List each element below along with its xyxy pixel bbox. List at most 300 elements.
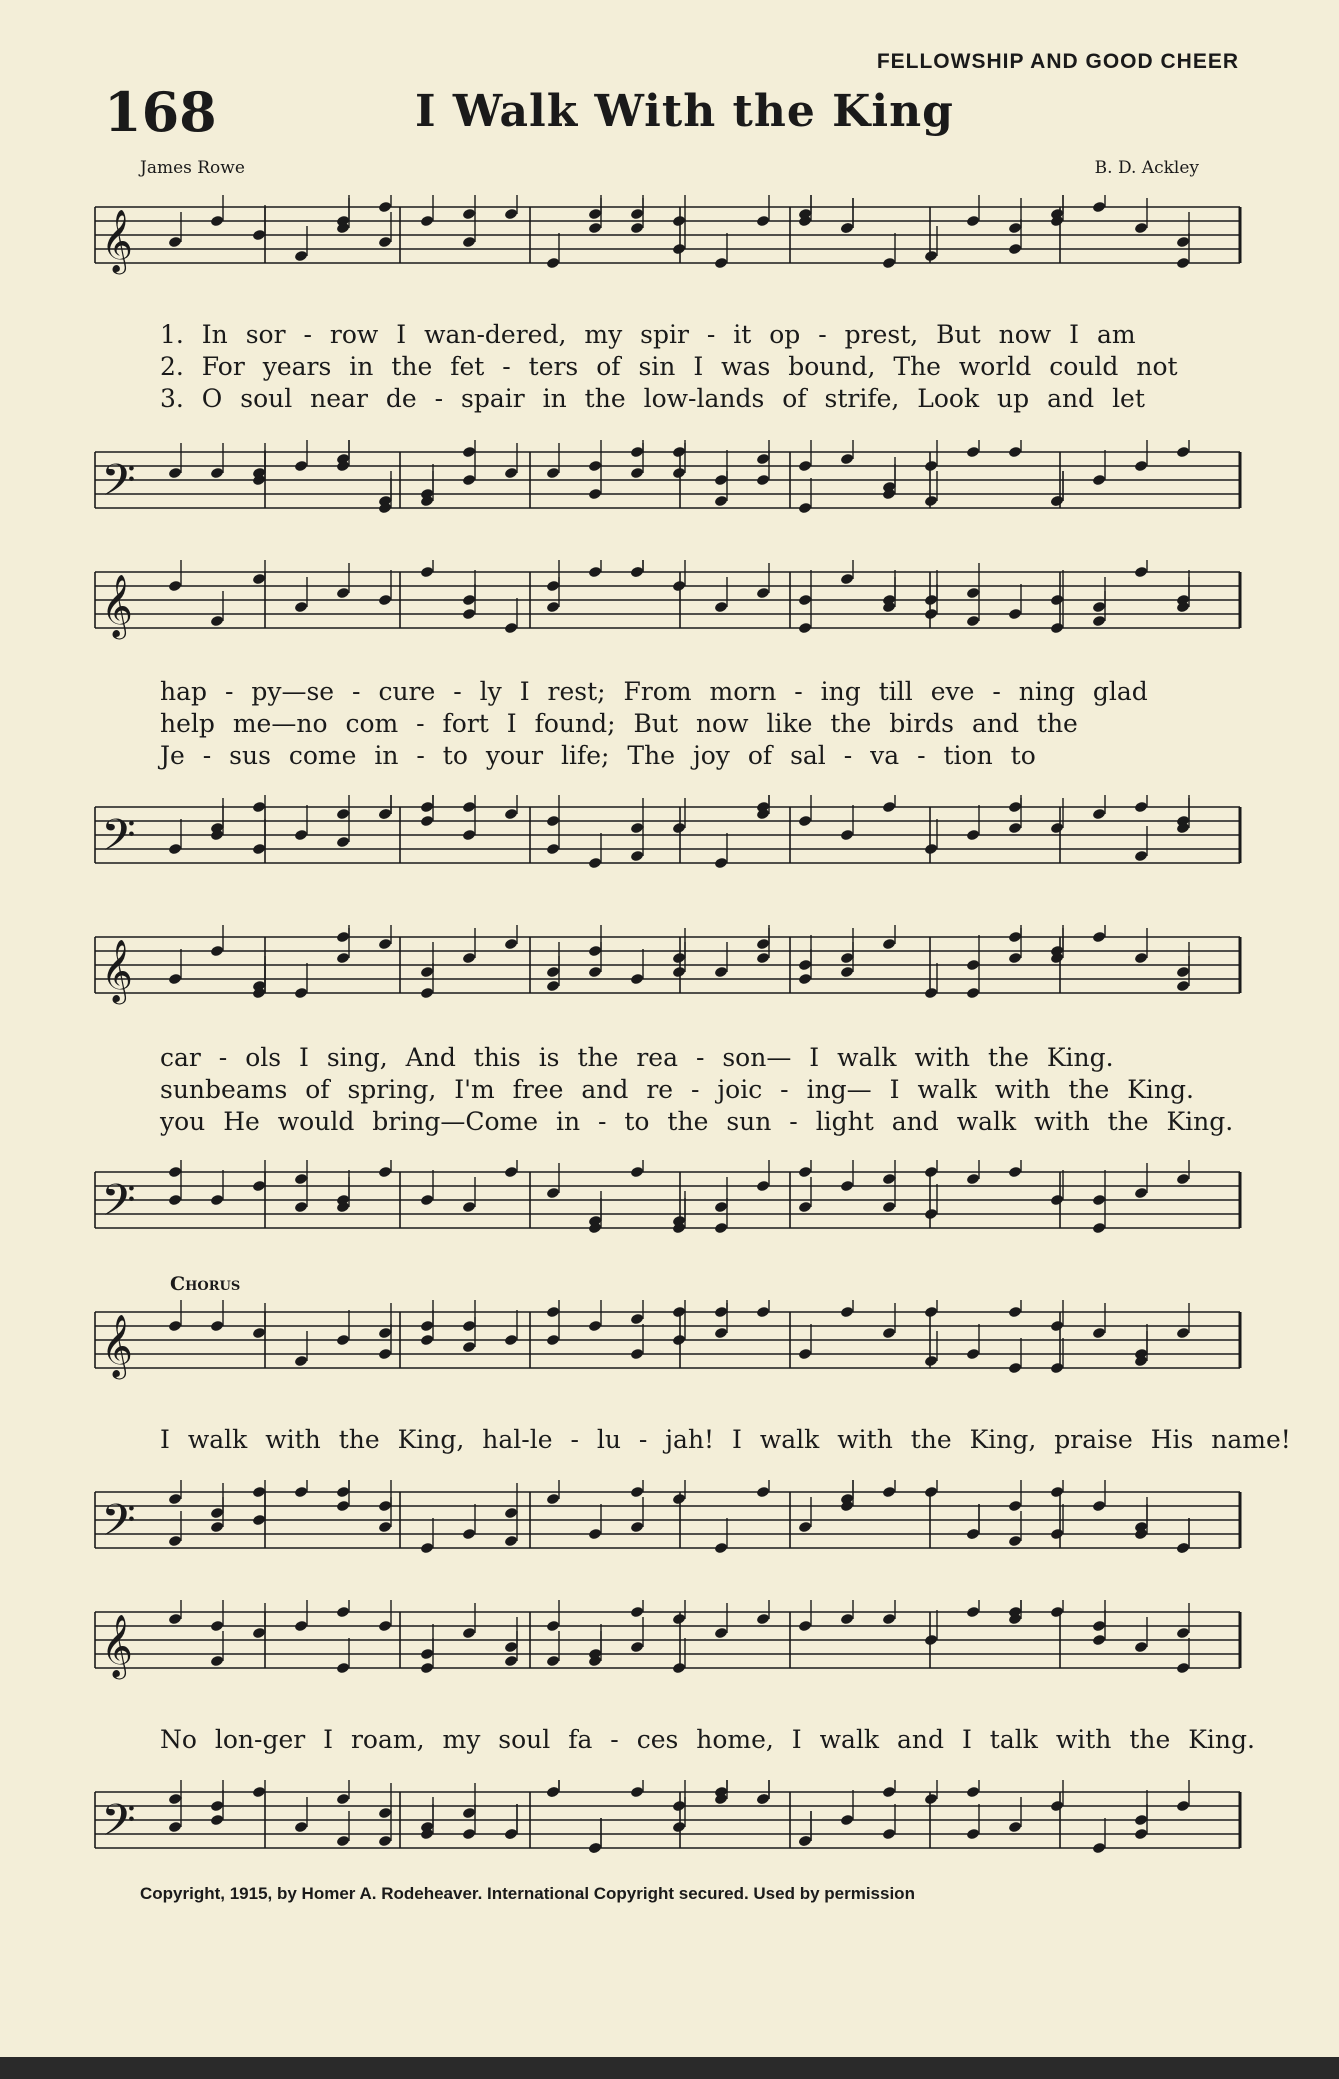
lyric-line: Je - sus come in - to your life; The joy of sal - va - tion to [160, 741, 1036, 770]
notehead [882, 257, 896, 270]
notehead [630, 1348, 644, 1361]
notehead [882, 1173, 896, 1186]
notehead [1176, 1327, 1190, 1340]
lyric-line: No lon-ger I roam, my soul fa - ces home, I walk and I talk with the King. [160, 1725, 1255, 1754]
notehead [630, 850, 644, 863]
notehead [420, 1662, 434, 1675]
notehead [336, 587, 350, 600]
lyric-line: you He would bring—Come in - to the sun - light and walk with the King. [160, 1107, 1234, 1136]
bass-clef-icon: 𝄢 [101, 809, 136, 872]
notehead [924, 1793, 938, 1806]
notehead [1092, 1222, 1106, 1235]
notehead [252, 1327, 266, 1340]
notehead [336, 1662, 350, 1675]
notehead [420, 1194, 434, 1207]
notehead [1050, 1320, 1064, 1333]
notehead [756, 1613, 770, 1626]
notehead [1050, 1606, 1064, 1619]
lyric-line: 2. For years in the fet - ters of sin I was bound, The world could not [160, 352, 1178, 381]
notehead [1050, 1528, 1064, 1541]
notehead [630, 208, 644, 221]
notehead [882, 1613, 896, 1626]
notehead [672, 1800, 686, 1813]
notehead [714, 966, 728, 979]
notehead [1092, 931, 1106, 944]
notehead [168, 1166, 182, 1179]
notehead [546, 980, 560, 993]
notehead [252, 801, 266, 814]
notehead [462, 1341, 476, 1354]
notehead [336, 1500, 350, 1513]
notehead [210, 1194, 224, 1207]
notehead [924, 1355, 938, 1368]
notehead [1134, 1641, 1148, 1654]
notehead [798, 1835, 812, 1848]
notehead [1050, 1362, 1064, 1375]
notehead [504, 1334, 518, 1347]
notehead [630, 1313, 644, 1326]
notehead [672, 215, 686, 228]
notehead [210, 1655, 224, 1668]
notehead [462, 829, 476, 842]
notehead [1092, 808, 1106, 821]
page-bottom-edge [0, 2057, 1339, 2079]
notehead [210, 1320, 224, 1333]
notehead [630, 1786, 644, 1799]
notehead [462, 446, 476, 459]
notehead [168, 1194, 182, 1207]
notehead [882, 1486, 896, 1499]
treble-staff-3 [0, 925, 1339, 1015]
notehead [1050, 1194, 1064, 1207]
notehead [378, 1500, 392, 1513]
notehead [798, 973, 812, 986]
notehead [714, 1627, 728, 1640]
notehead [462, 1320, 476, 1333]
notehead [462, 608, 476, 621]
notehead [462, 236, 476, 249]
notehead [1134, 222, 1148, 235]
notehead [714, 601, 728, 614]
notehead [294, 1201, 308, 1214]
notehead [294, 601, 308, 614]
notehead [168, 1821, 182, 1834]
notehead [1176, 1542, 1190, 1555]
notehead [168, 580, 182, 593]
notehead [966, 1348, 980, 1361]
notehead [588, 966, 602, 979]
notehead [378, 1620, 392, 1633]
notehead [756, 474, 770, 487]
treble-clef-icon: 𝄞 [101, 574, 133, 637]
notehead [966, 615, 980, 628]
notehead [252, 1180, 266, 1193]
notehead [1092, 1194, 1106, 1207]
notehead [672, 1662, 686, 1675]
notehead [546, 467, 560, 480]
notehead [882, 1201, 896, 1214]
notehead [756, 1793, 770, 1806]
notehead [210, 1620, 224, 1633]
notehead [336, 1793, 350, 1806]
notehead [1092, 1634, 1106, 1647]
notehead [966, 1528, 980, 1541]
notehead [462, 208, 476, 221]
notehead [588, 1320, 602, 1333]
notehead [1176, 1627, 1190, 1640]
notehead [1008, 822, 1022, 835]
notehead [1008, 952, 1022, 965]
notehead [504, 938, 518, 951]
notehead [504, 1507, 518, 1520]
notehead [336, 1606, 350, 1619]
notehead [840, 966, 854, 979]
notehead [378, 594, 392, 607]
notehead [924, 1634, 938, 1647]
notehead [1008, 243, 1022, 256]
notehead [168, 973, 182, 986]
notehead [546, 1306, 560, 1319]
notehead [210, 215, 224, 228]
notehead [630, 973, 644, 986]
notehead [798, 594, 812, 607]
notehead [546, 257, 560, 270]
notehead [798, 1201, 812, 1214]
notehead [966, 1828, 980, 1841]
notehead [588, 222, 602, 235]
bass-clef-icon: 𝄢 [101, 1794, 136, 1857]
bass-staff-5 [0, 1780, 1339, 1870]
notehead [672, 446, 686, 459]
notehead [714, 474, 728, 487]
notehead [966, 1173, 980, 1186]
notehead [546, 1620, 560, 1633]
treble-staff-4 [0, 1300, 1339, 1390]
notehead [672, 580, 686, 593]
notehead [462, 1828, 476, 1841]
notehead [756, 1180, 770, 1193]
notehead [252, 1627, 266, 1640]
notehead [252, 1786, 266, 1799]
notehead [630, 1606, 644, 1619]
section-heading: FELLOWSHIP AND GOOD CHEER [876, 50, 1239, 73]
notehead [420, 1648, 434, 1661]
notehead [924, 1208, 938, 1221]
notehead [168, 236, 182, 249]
notehead [252, 1486, 266, 1499]
notehead [714, 1542, 728, 1555]
notehead [378, 201, 392, 214]
notehead [630, 222, 644, 235]
notehead [924, 1306, 938, 1319]
notehead [546, 1187, 560, 1200]
notehead [252, 1514, 266, 1527]
notehead [336, 836, 350, 849]
notehead [294, 1355, 308, 1368]
notehead [1092, 615, 1106, 628]
notehead [966, 987, 980, 1000]
notehead [1134, 1828, 1148, 1841]
notehead [630, 1166, 644, 1179]
treble-staff-5 [0, 1600, 1339, 1690]
notehead [672, 243, 686, 256]
notehead [504, 467, 518, 480]
notehead [1176, 257, 1190, 270]
notehead [420, 966, 434, 979]
notehead [546, 1493, 560, 1506]
notehead [294, 250, 308, 263]
notehead [966, 829, 980, 842]
notehead [1008, 1166, 1022, 1179]
treble-clef-icon: 𝄞 [101, 939, 133, 1002]
notehead [630, 446, 644, 459]
notehead [714, 495, 728, 508]
notehead [1008, 446, 1022, 459]
notehead [924, 460, 938, 473]
notehead [294, 1620, 308, 1633]
notehead [882, 1327, 896, 1340]
notehead [420, 815, 434, 828]
notehead [840, 222, 854, 235]
notehead [1008, 1306, 1022, 1319]
notehead [504, 1641, 518, 1654]
treble-staff-1 [0, 195, 1339, 285]
notehead [882, 938, 896, 951]
notehead [1176, 980, 1190, 993]
notehead [714, 857, 728, 870]
bass-staff-3 [0, 1160, 1339, 1250]
notehead [252, 573, 266, 586]
notehead [714, 1222, 728, 1235]
notehead [378, 1348, 392, 1361]
notehead [168, 1493, 182, 1506]
notehead [378, 938, 392, 951]
notehead [588, 1528, 602, 1541]
notehead [672, 1306, 686, 1319]
notehead [966, 446, 980, 459]
notehead [1008, 222, 1022, 235]
notehead [714, 257, 728, 270]
notehead [420, 987, 434, 1000]
notehead [294, 1486, 308, 1499]
notehead [966, 959, 980, 972]
notehead [378, 808, 392, 821]
notehead [1134, 460, 1148, 473]
notehead [378, 1166, 392, 1179]
notehead [1176, 236, 1190, 249]
lyric-line: 3. O soul near de - spair in the low-lands of strife, Look up and let [160, 384, 1145, 413]
notehead [168, 1793, 182, 1806]
notehead [336, 1835, 350, 1848]
notehead [1134, 801, 1148, 814]
notehead [672, 952, 686, 965]
notehead [378, 1327, 392, 1340]
notehead [798, 959, 812, 972]
notehead [1176, 1662, 1190, 1675]
notehead [630, 1486, 644, 1499]
notehead [966, 215, 980, 228]
notehead [672, 1493, 686, 1506]
notehead [1134, 952, 1148, 965]
notehead [462, 1201, 476, 1214]
lyric-line: sunbeams of spring, I'm free and re - joic - ing— I walk with the King. [160, 1075, 1194, 1104]
notehead [1134, 1187, 1148, 1200]
notehead [924, 608, 938, 621]
notehead [168, 1320, 182, 1333]
notehead [378, 1835, 392, 1848]
notehead [672, 966, 686, 979]
notehead [756, 1306, 770, 1319]
notehead [546, 580, 560, 593]
lyric-line: hap - py—se - cure - ly I rest; From morn - ing till eve - ning glad [160, 677, 1148, 706]
notehead [1092, 1500, 1106, 1513]
notehead [798, 1166, 812, 1179]
notehead [840, 573, 854, 586]
notehead [672, 1821, 686, 1834]
notehead [840, 952, 854, 965]
notehead [798, 502, 812, 515]
notehead [756, 952, 770, 965]
notehead [420, 1320, 434, 1333]
notehead [1176, 966, 1190, 979]
notehead [420, 1334, 434, 1347]
notehead [462, 1528, 476, 1541]
notehead [462, 474, 476, 487]
notehead [588, 945, 602, 958]
notehead [672, 467, 686, 480]
lyric-line: I walk with the King, hal-le - lu - jah! I walk with the King, praise His name! [160, 1425, 1291, 1454]
notehead [882, 1828, 896, 1841]
notehead [1008, 1535, 1022, 1548]
notehead [504, 208, 518, 221]
notehead [504, 1166, 518, 1179]
notehead [1008, 1500, 1022, 1513]
notehead [588, 1842, 602, 1855]
notehead [336, 931, 350, 944]
notehead [714, 1306, 728, 1319]
notehead [630, 822, 644, 835]
bass-clef-icon: 𝄢 [101, 1174, 136, 1237]
notehead [1050, 594, 1064, 607]
notehead [1176, 1800, 1190, 1813]
notehead [1092, 1842, 1106, 1855]
notehead [588, 460, 602, 473]
notehead [840, 453, 854, 466]
notehead [420, 566, 434, 579]
bass-clef-icon: 𝄢 [101, 454, 136, 517]
lyric-line: car - ols I sing, And this is the rea - son— I walk with the King. [160, 1043, 1114, 1072]
notehead [1092, 1327, 1106, 1340]
notehead [210, 467, 224, 480]
notehead [924, 1486, 938, 1499]
notehead [168, 1613, 182, 1626]
notehead [504, 1535, 518, 1548]
notehead [966, 1606, 980, 1619]
bass-staff-4 [0, 1480, 1339, 1570]
notehead [1134, 850, 1148, 863]
notehead [840, 1814, 854, 1827]
notehead [672, 822, 686, 835]
composer-credit: B. D. Ackley [1094, 158, 1199, 178]
notehead [840, 829, 854, 842]
copyright-notice: Copyright, 1915, by Homer A. Rodeheaver. International Copyright secured. Used by permission [140, 1884, 915, 1903]
bass-staff-2 [0, 795, 1339, 885]
notehead [294, 460, 308, 473]
notehead [924, 250, 938, 263]
notehead [1092, 1620, 1106, 1633]
notehead [924, 843, 938, 856]
notehead [966, 587, 980, 600]
notehead [588, 488, 602, 501]
notehead [462, 594, 476, 607]
notehead [966, 1786, 980, 1799]
notehead [630, 467, 644, 480]
notehead [756, 215, 770, 228]
notehead [630, 1641, 644, 1654]
notehead [1008, 1362, 1022, 1375]
notehead [210, 945, 224, 958]
bass-staff-1 [0, 440, 1339, 530]
notehead [294, 1173, 308, 1186]
treble-clef-icon: 𝄞 [101, 1614, 133, 1677]
notehead [336, 1486, 350, 1499]
notehead [252, 843, 266, 856]
notehead [924, 1166, 938, 1179]
notehead [840, 1306, 854, 1319]
notehead [210, 1800, 224, 1813]
notehead [210, 1814, 224, 1827]
notehead [1050, 495, 1064, 508]
notehead [588, 566, 602, 579]
notehead [1134, 1814, 1148, 1827]
notehead [672, 1613, 686, 1626]
notehead [546, 1786, 560, 1799]
hymn-title: I Walk With the King [415, 86, 954, 137]
notehead [336, 1334, 350, 1347]
notehead [210, 1507, 224, 1520]
lyric-line: 1. In sor - row I wan-dered, my spir - it op - prest, But now I am [160, 320, 1136, 349]
notehead [378, 236, 392, 249]
notehead [462, 1807, 476, 1820]
notehead [1176, 1173, 1190, 1186]
notehead [546, 1334, 560, 1347]
notehead [504, 1655, 518, 1668]
notehead [798, 1620, 812, 1633]
notehead [924, 987, 938, 1000]
notehead [672, 1334, 686, 1347]
notehead [168, 1535, 182, 1548]
notehead [462, 801, 476, 814]
notehead [336, 952, 350, 965]
bass-clef-icon: 𝄢 [101, 1494, 136, 1557]
notehead [378, 1807, 392, 1820]
lyric-line: help me—no com - fort I found; But now like the birds and the [160, 709, 1078, 738]
notehead [756, 938, 770, 951]
notehead [1092, 201, 1106, 214]
notehead [756, 587, 770, 600]
hymn-number: 168 [104, 80, 217, 144]
notehead [588, 857, 602, 870]
notehead [378, 1521, 392, 1534]
notehead [1134, 566, 1148, 579]
notehead [546, 843, 560, 856]
notehead [420, 215, 434, 228]
notehead [1050, 822, 1064, 835]
treble-clef-icon: 𝄞 [101, 209, 133, 272]
notehead [714, 1327, 728, 1340]
notehead [462, 1627, 476, 1640]
notehead [546, 815, 560, 828]
